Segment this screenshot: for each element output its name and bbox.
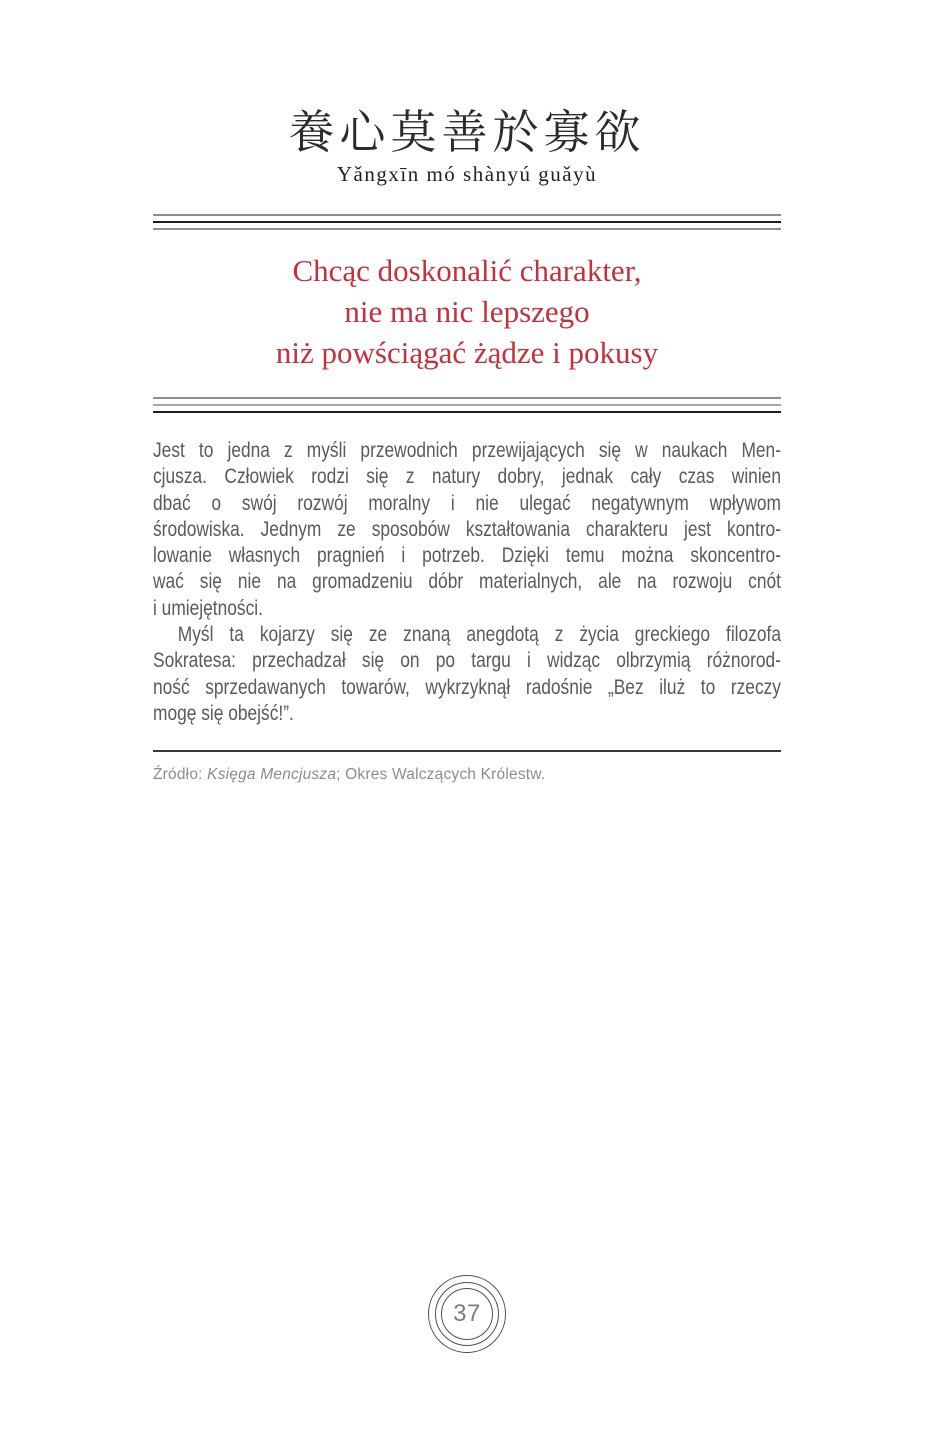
text-line: cjusza. Człowiek rodzi się z natury dobry, jednak cały czas winien [153, 465, 781, 489]
source-work-title: Księga Mencjusza [207, 766, 337, 783]
text-line: środowiska. Jednym ze sposobów kształtowania charakteru jest kontro- [153, 517, 781, 541]
text-line: i umiejętności. [153, 596, 263, 620]
decorative-rule-group-top [153, 214, 781, 230]
text-line: lowanie własnych pragnień i potrzeb. Dzięki temu można skoncentro- [153, 544, 781, 568]
text-line: mogę się obejść!”. [153, 701, 294, 725]
page-number: 37 [453, 1300, 481, 1327]
source-citation [153, 766, 853, 784]
text-line: Sokratesa: przechadzał się on po targu i widząc olbrzymią różnorod- [153, 649, 781, 673]
paragraph-commentary [153, 438, 781, 622]
rule-line [153, 411, 781, 413]
page-number-ornament [428, 1275, 506, 1353]
rule-line [153, 397, 781, 399]
title-line: niż powściągać żądze i pokusy [275, 335, 659, 370]
source-period: ; Okres Walczących Królestw. [336, 766, 546, 783]
text-line: wać się nie na gromadzeniu dóbr materialnych, ale na rozwoju cnót [153, 570, 781, 594]
chinese-proverb-title: 養心莫善於寡欲 [288, 105, 646, 159]
title-line: nie ma nic lepszego [344, 294, 590, 329]
body-text [153, 438, 781, 727]
translated-title [0, 250, 934, 373]
rule-line [153, 404, 781, 406]
rule-line [153, 214, 781, 216]
text-line: Myśl ta kojarzy się ze znaną anegdotą z życia greckiego filozofa [177, 623, 781, 647]
body-text-inner [153, 438, 781, 727]
pinyin-transcription: Yǎngxīn mó shànyú guǎyù [336, 162, 598, 186]
rule-line [153, 221, 781, 223]
text-line: dbać o swój rozwój moralny i nie ulegać negatywnym wpływom [153, 491, 781, 515]
rule-line [153, 228, 781, 230]
title-line: Chcąc doskonalić charakter, [292, 253, 642, 288]
paragraph-anecdote [153, 622, 781, 727]
text-line: ność sprzedawanych towarów, wykrzyknął radośnie „Bez iluż to rzeczy [153, 675, 781, 699]
source-label: Źródło: [153, 766, 208, 783]
text-line: Jest to jedna z myśli przewodnich przewijających się w naukach Men- [153, 439, 781, 462]
source-divider-rule [153, 750, 781, 752]
decorative-rule-group-bottom [153, 397, 781, 413]
